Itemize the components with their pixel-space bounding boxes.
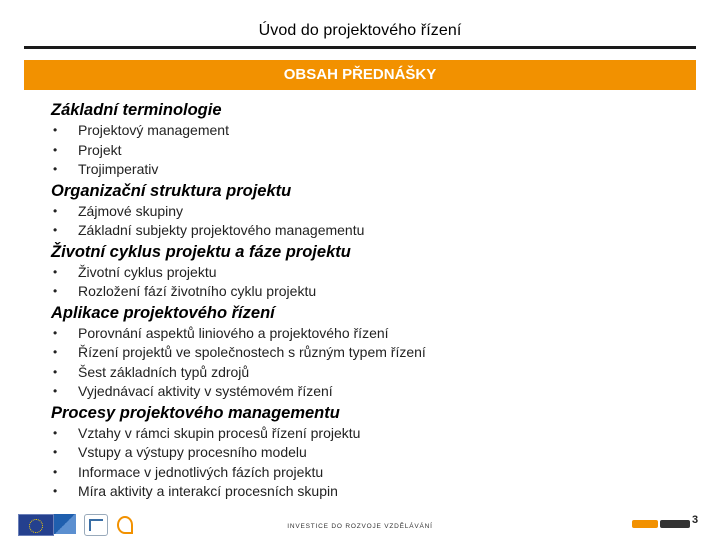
title-divider [24,46,696,49]
bullet-icon: • [53,142,58,157]
list-item [51,463,701,483]
bullet-icon: • [53,464,58,479]
bullet-icon: • [53,425,58,440]
list-item [51,121,701,141]
outline [51,99,701,502]
bullet-icon: • [53,364,58,379]
list-item-label: Informace v jednotlivých fázích projektu [78,463,324,480]
section-list [51,202,701,241]
list-item-label: Míra aktivity a interakcí procesních skupin [78,483,338,499]
list-item [51,443,701,463]
bullet-icon: • [53,445,58,459]
section-list [51,121,701,180]
list-item-label: Vyjednávací aktivity v systémovém řízení [78,383,333,399]
list-item [51,382,701,402]
page-title: Úvod do projektového řízení [258,22,462,39]
list-item-label: Trojimperativ [78,161,159,177]
outline-section [51,402,701,502]
bullet-icon: • [53,284,58,298]
section-list [51,324,701,402]
bullet-icon: • [53,484,58,498]
outline-section [51,302,701,402]
outline-section [51,241,701,302]
list-item [51,282,701,302]
section-heading: Životní cyklus projektu a fáze projektu [51,242,351,261]
list-item-label: Projekt [78,141,122,158]
outline-section [51,180,701,241]
footer-brand [632,516,704,532]
section-heading: Organizační struktura projektu [51,181,292,200]
list-item-label: Porovnání aspektů liniového a projektového řízení [78,324,389,341]
brand-logo-wordmark [660,520,690,528]
bullet-icon: • [53,203,58,218]
list-item-label: Rozložení fází životního cyklu projektu [78,283,317,299]
content-banner: OBSAH PŘEDNÁŠKY [24,60,696,90]
list-item-label: Vstupy a výstupy procesního modelu [78,444,307,460]
list-item [51,221,701,241]
list-item [51,160,701,180]
list-item [51,141,701,161]
section-list [51,424,701,502]
bullet-icon: • [53,264,58,279]
list-item [51,482,701,502]
bullet-icon: • [53,123,58,137]
list-item-label: Životní cyklus projektu [78,263,217,280]
bullet-icon: • [53,223,58,237]
bullet-icon: • [53,384,58,398]
list-item-label: Základní subjekty projektového managementu [78,222,365,238]
list-item [51,343,701,363]
list-item [51,324,701,344]
list-item [51,202,701,222]
list-item-label: Řízení projektů ve společnostech s různým typem řízení [78,344,426,360]
list-item-label: Projektový management [78,122,229,138]
list-item-label: Vztahy v rámci skupin procesů řízení projektu [78,424,361,441]
section-heading: Procesy projektového managementu [51,403,340,422]
list-item [51,424,701,444]
brand-logo [632,520,658,528]
footer-tagline: INVESTICE DO ROZVOJE VZDĚLÁVÁNÍ [287,523,433,530]
page-number: 3 [692,514,699,526]
bullet-icon: • [53,325,58,340]
list-item [51,263,701,283]
list-item-label: Zájmové skupiny [78,202,184,219]
outline-section [51,99,701,180]
list-item-label: Šest základních typů zdrojů [78,363,250,380]
section-heading: Aplikace projektového řízení [51,303,275,322]
section-heading: Základní terminologie [51,101,222,119]
bullet-icon: • [53,162,58,176]
list-item [51,363,701,383]
section-list [51,263,701,302]
bullet-icon: • [53,345,58,359]
